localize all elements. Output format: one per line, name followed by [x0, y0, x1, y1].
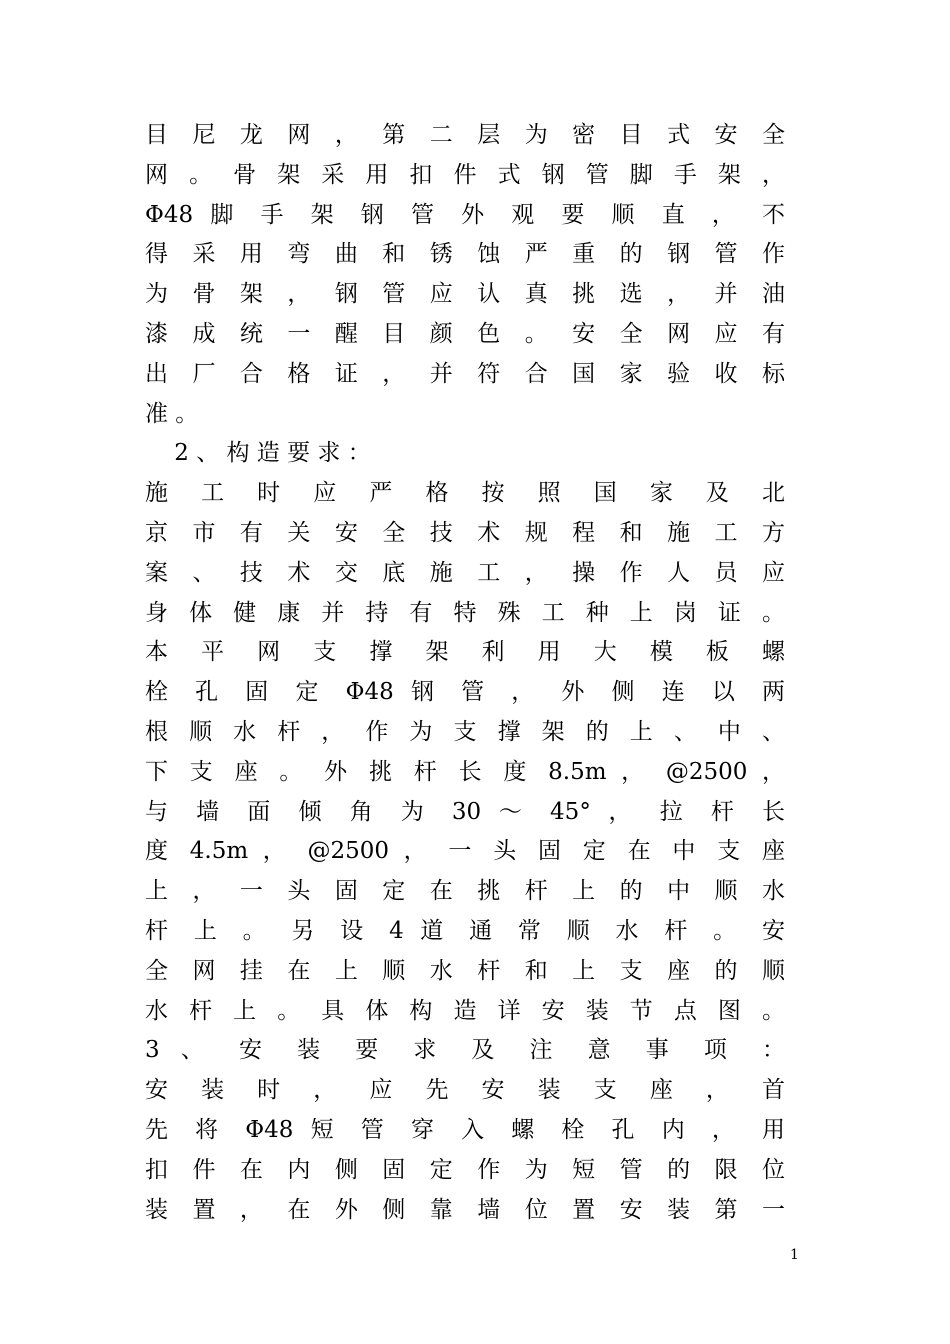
text-line: 杆 上 。 另 设 4 道 通 常 顺 水 杆 。 安	[145, 918, 785, 944]
text-line: 全 网 挂 在 上 顺 水 杆 和 上 支 座 的 顺	[145, 957, 785, 984]
text-line: 案 、 技 术 交 底 施 工 ， 操 作 人 员 应	[145, 559, 785, 586]
text-line: 3 、 安 装 要 求 及 注 意 事 项 ：	[145, 1037, 785, 1064]
text-line: 身 体 健 康 并 持 有 特 殊 工 种 上 岗 证 。	[145, 599, 785, 626]
page-number: 1	[790, 1247, 799, 1263]
text-line: 水 杆 上 。 具 体 构 造 详 安 装 节 点 图 。	[145, 997, 785, 1024]
text-line: 网 。 骨 架 采 用 扣 件 式 钢 管 脚 手 架 ，	[145, 161, 785, 188]
text-line: 度 4.5m ， @2500 ， 一 头 固 定 在 中 支 座	[145, 838, 785, 865]
text-line: Φ48 脚 手 架 钢 管 外 观 要 顺 直 ， 不	[145, 201, 785, 228]
text-line: 京 市 有 关 安 全 技 术 规 程 和 施 工 方	[145, 520, 785, 546]
text-line: 与 墙 面 倾 角 为 30 ～ 45° ， 拉 杆 长	[145, 798, 785, 825]
text-line: 上 ， 一 头 固 定 在 挑 杆 上 的 中 顺 水	[145, 878, 785, 905]
text-line: 为 骨 架 ， 钢 管 应 认 真 挑 选 ， 并 油	[145, 281, 785, 308]
text-line: 栓 孔 固 定 Φ48 钢 管 ， 外 侧 连 以 两	[145, 679, 785, 706]
text-line: 出 厂 合 格 证 ， 并 符 合 国 家 验 收 标	[145, 360, 785, 387]
text-line: 扣 件 在 内 侧 固 定 作 为 短 管 的 限 位	[145, 1156, 785, 1183]
text-line: 施 工 时 应 严 格 按 照 国 家 及 北	[145, 480, 785, 507]
text-line: 先 将 Φ48 短 管 穿 入 螺 栓 孔 内 ， 用	[145, 1117, 785, 1143]
text-line: 得 采 用 弯 曲 和 锈 蚀 严 重 的 钢 管 作	[145, 241, 785, 268]
text-line: 目 尼 龙 网 ， 第 二 层 为 密 目 式 安 全	[145, 122, 785, 148]
text-line: 装 置 ， 在 外 侧 靠 墙 位 置 安 装 第 一	[145, 1196, 785, 1223]
text-line: 下 支 座 。 外 挑 杆 长 度 8.5m ， @2500 ，	[145, 758, 785, 785]
text-line: 漆 成 统 一 醒 目 颜 色 。 安 全 网 应 有	[145, 321, 785, 347]
text-line: 准 。	[145, 400, 199, 427]
text-line: 根 顺 水 杆 ， 作 为 支 撑 架 的 上 、 中 、	[145, 719, 785, 745]
text-line: 2 、 构 造 要 求 ：	[145, 440, 371, 467]
text-line: 本 平 网 支 撑 架 利 用 大 模 板 螺	[145, 639, 785, 666]
text-line: 安 装 时 ， 应 先 安 装 支 座 ， 首	[145, 1077, 785, 1104]
